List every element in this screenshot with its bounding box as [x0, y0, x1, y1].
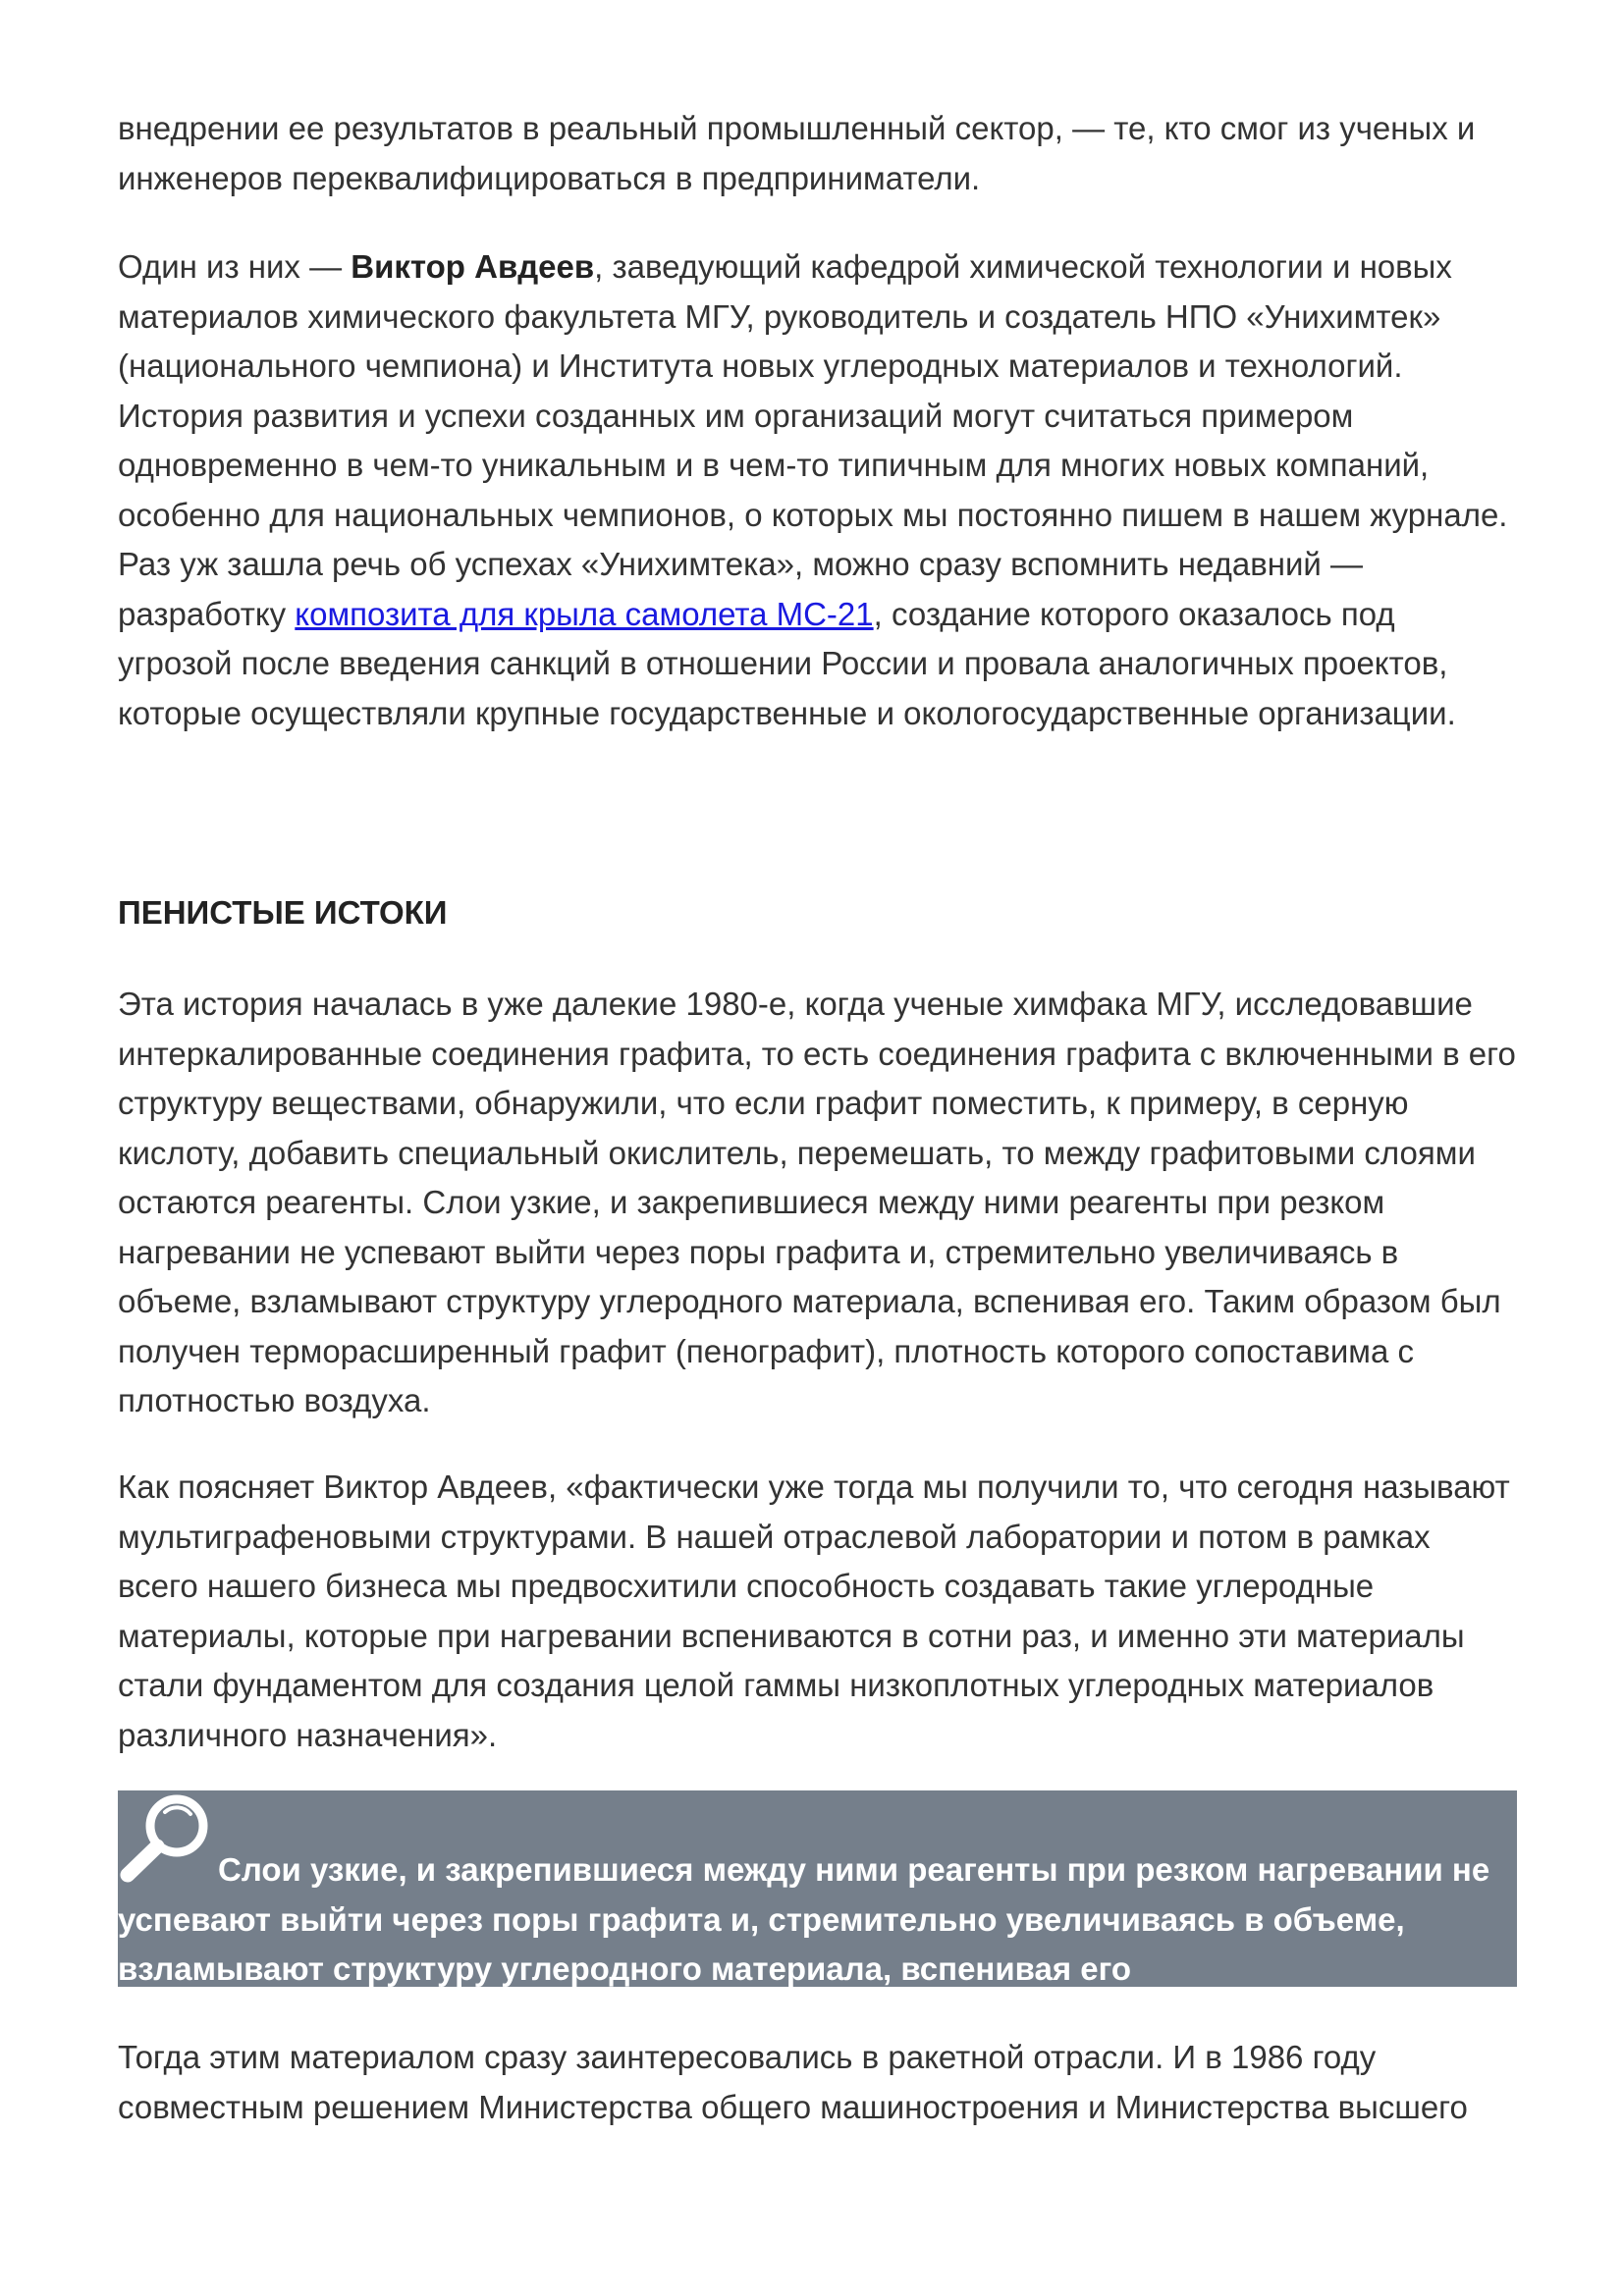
section-heading: ПЕНИСТЫЕ ИСТОКИ: [118, 894, 448, 931]
paragraph-quote-avdeev: Как поясняет Виктор Авдеев, «фактически уже тогда мы получили то, что сегодня называют мультиграфеновыми структурами. В нашей отраслевой лаборатории и потом в рамках всего нашего бизнеса мы предвосхитили способность создавать такие углеродные материалы, которые при нагревании вспениваются в сотни раз, и именно эти материалы стали фундаментом для создания целой гаммы низкоплотных углеродных материалов различного назначения».: [118, 1468, 1510, 1753]
paragraph-intro-end: внедрении ее результатов в реальный промышленный сектор, — те, кто смог из ученых и инженеров переквалифицироваться в предприниматели.: [118, 110, 1476, 196]
paragraph-history: Эта история началась в уже далекие 1980-е, когда ученые химфака МГУ, исследовавшие интеркалированные соединения графита, то есть соединения графита с включенными в его структуру веществами, обнаружили, что если графит поместить, к примеру, в серную кислоту, добавить специальный окислитель, перемешать, то между графитовыми слоями остаются реагенты. Слои узкие, и закрепившиеся между ними реагенты при резком нагревании не успевают выйти через поры графита и, стремительно увеличиваясь в объеме, взламывают структуру углеродного материала, вспенивая его. Таким образом был получен терморасширенный графит (пенографит), плотность которого сопоставима с плотностью воздуха.: [118, 986, 1516, 1418]
paragraph-avdeev-text-2: , создание которого оказалось под угрозой после введения санкций в отношении России и провала аналогичных проектов, которые осуществляли крупные государственные и окологосударственные организации.: [118, 595, 1456, 731]
person-name-bold: Виктор Авдеев: [351, 248, 595, 285]
paragraph-avdeev-text-1: , заведующий кафедрой химической технологии и новых материалов химического факультета МГУ, руководитель и создатель НПО «Унихимтек» (национального чемпиона) и Института новых углеродных материалов и технологий. История развития и успехи созданных им организаций могут считаться примером одновременно в чем-то уникальным и в чем-то типичным для многих новых компаний, особенно для национальных чемпионов, о которых мы постоянно пишем в нашем журнале. Раз уж зашла речь об успехах «Унихимтека», можно сразу вспомнить недавний — разработку: [118, 248, 1508, 632]
composite-wing-link[interactable]: композита для крыла самолета МС-21: [295, 595, 874, 632]
paragraph-avdeev-lead: Один из них —: [118, 248, 352, 285]
pull-quote-text: [118, 1845, 1517, 1995]
paragraph-rocket: Тогда этим материалом сразу заинтересовались в ракетной отрасли. И в 1986 году совместным решением Министерства общего машиностроения и Министерства высшего: [118, 2039, 1468, 2125]
pull-quote-text-content: Слои узкие, и закрепившиеся между ними реагенты при резком нагревании не успевают выйти через поры графита и, стремительно увеличиваясь в объеме, взламывают структуру углеродного материала, вспенивая его: [118, 1851, 1490, 1987]
pull-quote: [118, 1790, 1517, 1987]
paragraph-avdeev: [118, 242, 1517, 738]
